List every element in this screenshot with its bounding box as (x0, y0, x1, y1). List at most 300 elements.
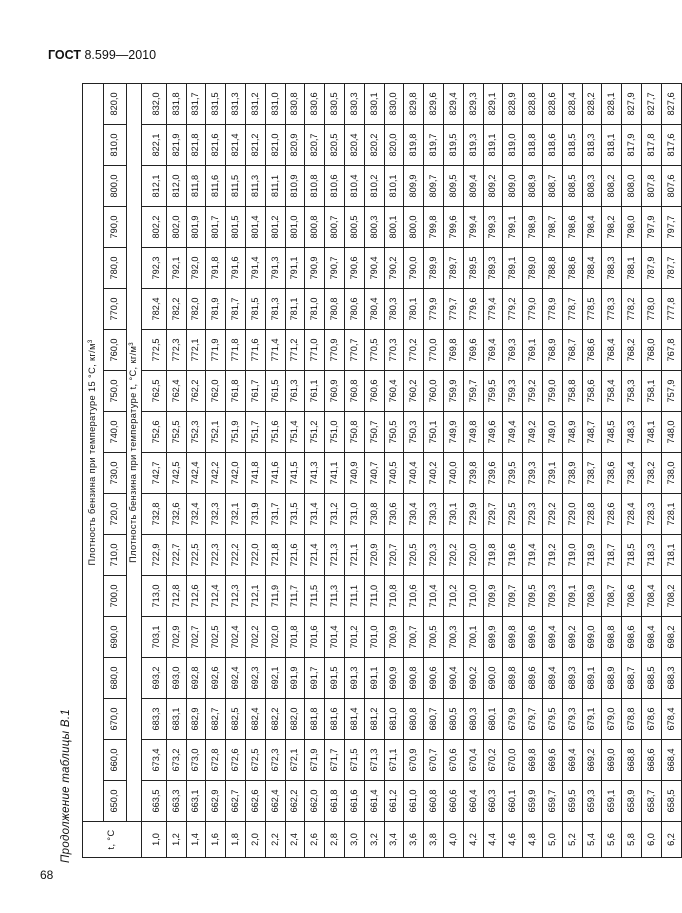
density-cell: 780,6 (344, 289, 364, 330)
density-cell: 778,9 (542, 289, 562, 330)
density-cell: 740,5 (384, 453, 404, 494)
density-cell: 680,1 (483, 699, 503, 740)
density-cell: 721,4 (305, 535, 325, 576)
density-cell: 689,3 (562, 658, 582, 699)
density-cell: 718,5 (622, 535, 642, 576)
density-cell: 822,1 (142, 125, 167, 166)
table-row (562, 83, 582, 857)
density-cell: 782,0 (186, 289, 206, 330)
density-cell: 673,2 (166, 740, 186, 781)
density-cell: 688,7 (622, 658, 642, 699)
density-cell: 760,2 (404, 371, 424, 412)
table-header-row-upper (83, 83, 104, 857)
density-cell: 690,2 (463, 658, 483, 699)
density-cell: 663,5 (142, 781, 167, 822)
density-cell: 749,9 (443, 412, 463, 453)
density-cell: 807,6 (661, 166, 681, 207)
density-cell: 751,9 (226, 412, 246, 453)
density-cell: 740,7 (364, 453, 384, 494)
density-cell: 770,3 (384, 330, 404, 371)
density-cell: 720,3 (424, 535, 444, 576)
table-row (483, 83, 503, 857)
temperature-column-header: t, °С (83, 822, 142, 858)
density-cell: 731,9 (245, 494, 265, 535)
density-cell: 797,9 (641, 207, 661, 248)
density-cell: 811,3 (245, 166, 265, 207)
density-cell: 700,3 (443, 617, 463, 658)
density-cell: 817,6 (661, 125, 681, 166)
density-cell: 781,5 (245, 289, 265, 330)
density-cell: 712,8 (166, 576, 186, 617)
density-cell: 670,7 (424, 740, 444, 781)
density-cell: 760,4 (384, 371, 404, 412)
density-cell: 778,5 (582, 289, 602, 330)
density-cell: 760,8 (344, 371, 364, 412)
density-cell: 730,8 (364, 494, 384, 535)
table-row (325, 83, 345, 857)
density-cell: 752,6 (142, 412, 167, 453)
density-cell: 688,3 (661, 658, 681, 699)
density-cell: 789,3 (483, 248, 503, 289)
density-cell: 700,9 (384, 617, 404, 658)
density-cell: 781,0 (305, 289, 325, 330)
density-cell: 828,4 (562, 83, 582, 124)
density-cell: 762,5 (142, 371, 167, 412)
density-cell: 762,0 (206, 371, 226, 412)
density-cell: 702,4 (226, 617, 246, 658)
density-cell: 790,6 (344, 248, 364, 289)
density-cell: 689,8 (503, 658, 523, 699)
density-cell: 760,6 (364, 371, 384, 412)
density-cell: 728,3 (641, 494, 661, 535)
density-cell: 771,6 (245, 330, 265, 371)
density-cell: 772,3 (166, 330, 186, 371)
density-cell: 709,3 (542, 576, 562, 617)
density-cell: 721,6 (285, 535, 305, 576)
density-cell: 781,9 (206, 289, 226, 330)
density-t-group-header (127, 83, 142, 821)
density-cell: 810,4 (344, 166, 364, 207)
density-cell: 692,8 (186, 658, 206, 699)
density-cell: 669,2 (582, 740, 602, 781)
density-cell: 731,5 (285, 494, 305, 535)
density-cell: 789,0 (523, 248, 543, 289)
density-cell: 662,4 (265, 781, 285, 822)
temperature-cell: 1,6 (206, 822, 226, 858)
density-cell: 820,2 (364, 125, 384, 166)
density-cell: 791,6 (226, 248, 246, 289)
density-cell: 720,5 (404, 535, 424, 576)
density-cell: 720,0 (463, 535, 483, 576)
density-cell: 699,2 (562, 617, 582, 658)
density-cell: 788,4 (582, 248, 602, 289)
density-cell: 769,4 (483, 330, 503, 371)
table-row (542, 83, 562, 857)
density-cell: 728,8 (582, 494, 602, 535)
density-cell: 802,2 (142, 207, 167, 248)
density-cell: 729,5 (503, 494, 523, 535)
density-cell: 713,0 (142, 576, 167, 617)
density-cell: 682,9 (186, 699, 206, 740)
density-cell: 791,3 (265, 248, 285, 289)
density-cell: 709,7 (503, 576, 523, 617)
density-cell: 829,3 (463, 83, 483, 124)
density-columns-row (104, 83, 127, 857)
density-cell: 789,7 (443, 248, 463, 289)
density-cell: 831,5 (206, 83, 226, 124)
density-cell: 768,7 (562, 330, 582, 371)
density-cell: 831,0 (265, 83, 285, 124)
density-cell: 728,6 (602, 494, 622, 535)
density-cell: 720,7 (384, 535, 404, 576)
density-cell: 690,4 (443, 658, 463, 699)
density-cell: 742,7 (142, 453, 167, 494)
density-cell: 830,6 (305, 83, 325, 124)
density-cell: 718,7 (602, 535, 622, 576)
density-cell: 661,2 (384, 781, 404, 822)
density-cell: 828,1 (602, 83, 622, 124)
density-cell: 780,4 (364, 289, 384, 330)
density-cell: 750,3 (404, 412, 424, 453)
density-cell: 812,1 (142, 166, 167, 207)
table-row (364, 83, 384, 857)
table-row (186, 83, 206, 857)
density-cell: 807,8 (641, 166, 661, 207)
density-cell: 759,9 (443, 371, 463, 412)
density-cell: 801,5 (226, 207, 246, 248)
density-cell: 731,4 (305, 494, 325, 535)
density-cell: 741,3 (305, 453, 325, 494)
density-cell: 771,2 (285, 330, 305, 371)
density-cell: 808,9 (523, 166, 543, 207)
density-cell: 827,9 (622, 83, 642, 124)
temperature-cell: 4,8 (523, 822, 543, 858)
density-cell: 721,1 (344, 535, 364, 576)
density-cell: 698,4 (641, 617, 661, 658)
density-cell: 799,4 (463, 207, 483, 248)
density-cell: 738,7 (582, 453, 602, 494)
density-cell: 749,6 (483, 412, 503, 453)
density-cell: 729,7 (483, 494, 503, 535)
density-cell: 767,8 (661, 330, 681, 371)
density-cell: 689,1 (582, 658, 602, 699)
density-cell: 810,2 (364, 166, 384, 207)
density-cell: 830,1 (364, 83, 384, 124)
density-cell: 738,9 (562, 453, 582, 494)
density-cell: 662,6 (245, 781, 265, 822)
density-cell: 750,7 (364, 412, 384, 453)
density-cell: 771,4 (265, 330, 285, 371)
density-cell: 671,3 (364, 740, 384, 781)
density-cell: 692,4 (226, 658, 246, 699)
density-cell: 791,4 (245, 248, 265, 289)
density-cell: 741,1 (325, 453, 345, 494)
density-cell: 800,7 (325, 207, 345, 248)
density-cell: 828,2 (582, 83, 602, 124)
density-cell: 791,1 (285, 248, 305, 289)
density-cell: 691,3 (344, 658, 364, 699)
density-cell: 758,3 (622, 371, 642, 412)
density-cell: 830,3 (344, 83, 364, 124)
density-cell: 721,8 (265, 535, 285, 576)
density-cell: 752,3 (186, 412, 206, 453)
density-cell: 692,3 (245, 658, 265, 699)
density-cell: 820,9 (285, 125, 305, 166)
density-cell: 760,9 (325, 371, 345, 412)
density-cell: 742,2 (206, 453, 226, 494)
density-cell: 668,4 (661, 740, 681, 781)
density-cell: 681,2 (364, 699, 384, 740)
density-cell: 661,8 (325, 781, 345, 822)
density-cell: 771,0 (305, 330, 325, 371)
density-cell: 808,3 (582, 166, 602, 207)
density-cell: 761,8 (226, 371, 246, 412)
density-15-group-header (83, 83, 104, 821)
density-cell: 819,5 (443, 125, 463, 166)
density-cell: 802,0 (166, 207, 186, 248)
density-cell: 758,1 (641, 371, 661, 412)
density-cell: 750,1 (424, 412, 444, 453)
density-cell: 818,6 (542, 125, 562, 166)
temperature-cell: 5,0 (542, 822, 562, 858)
density-cell: 801,0 (285, 207, 305, 248)
density-cell: 788,3 (602, 248, 622, 289)
density-cell: 680,8 (404, 699, 424, 740)
density-cell: 708,2 (661, 576, 681, 617)
density-cell: 741,6 (265, 453, 285, 494)
density-cell: 663,1 (186, 781, 206, 822)
density-cell: 752,5 (166, 412, 186, 453)
density-cell: 748,5 (602, 412, 622, 453)
density-cell: 829,4 (443, 83, 463, 124)
density-cell: 702,9 (166, 617, 186, 658)
density-cell: 739,5 (503, 453, 523, 494)
density-cell: 731,2 (325, 494, 345, 535)
table-row (503, 83, 523, 857)
density-cell: 759,0 (542, 371, 562, 412)
density-cell: 679,7 (523, 699, 543, 740)
density-cell: 820,5 (325, 125, 345, 166)
temperature-cell: 5,4 (582, 822, 602, 858)
density-cell: 709,9 (483, 576, 503, 617)
density-cell: 720,2 (443, 535, 463, 576)
density-cell: 808,5 (562, 166, 582, 207)
density-cell: 701,0 (364, 617, 384, 658)
temperature-cell: 5,8 (622, 822, 642, 858)
density-cell: 781,1 (285, 289, 305, 330)
density-cell: 690,0 (483, 658, 503, 699)
temperature-cell: 4,0 (443, 822, 463, 858)
table-row (424, 83, 444, 857)
density-cell: 821,0 (265, 125, 285, 166)
density-cell: 798,0 (622, 207, 642, 248)
density-cell: 678,6 (641, 699, 661, 740)
density-cell: 679,1 (582, 699, 602, 740)
density-cell: 799,6 (443, 207, 463, 248)
density-cell: 680,5 (443, 699, 463, 740)
density-cell: 759,7 (463, 371, 483, 412)
density-cell: 708,6 (622, 576, 642, 617)
table-body (142, 83, 682, 857)
density-cell: 821,8 (186, 125, 206, 166)
table-row (344, 83, 364, 857)
density-cell: 789,1 (503, 248, 523, 289)
density-cell: 788,1 (622, 248, 642, 289)
density-cell: 800,5 (344, 207, 364, 248)
density-cell: 759,2 (523, 371, 543, 412)
density-cell: 670,9 (404, 740, 424, 781)
density-cell: 679,5 (542, 699, 562, 740)
density-cell: 680,7 (424, 699, 444, 740)
density-cell: 710,0 (463, 576, 483, 617)
density-cell: 691,5 (325, 658, 345, 699)
temperature-cell: 2,0 (245, 822, 265, 858)
density-cell: 660,3 (483, 781, 503, 822)
density-cell: 751,6 (265, 412, 285, 453)
density-cell: 682,5 (226, 699, 246, 740)
density-cell: 669,4 (562, 740, 582, 781)
standard-number: 8.599—2010 (84, 48, 157, 62)
density-cell: 770,5 (364, 330, 384, 371)
density-cell: 679,0 (602, 699, 622, 740)
density-cell: 682,2 (265, 699, 285, 740)
density-cell: 792,3 (142, 248, 167, 289)
density-cell: 809,0 (503, 166, 523, 207)
temperature-cell: 5,6 (602, 822, 622, 858)
density-cell: 730,1 (443, 494, 463, 535)
density-cell: 810,6 (325, 166, 345, 207)
density-cell: 781,7 (226, 289, 246, 330)
table-row (523, 83, 543, 857)
density-cell: 670,2 (483, 740, 503, 781)
density-cell: 670,0 (503, 740, 523, 781)
density-cell: 811,1 (265, 166, 285, 207)
density-cell: 788,6 (562, 248, 582, 289)
density-cell: 711,3 (325, 576, 345, 617)
density-cell: 661,4 (364, 781, 384, 822)
density-cell: 829,6 (424, 83, 444, 124)
density-cell: 800,1 (384, 207, 404, 248)
density-cell: 668,6 (641, 740, 661, 781)
density-cell: 662,2 (285, 781, 305, 822)
density-cell: 812,0 (166, 166, 186, 207)
density-cell: 672,6 (226, 740, 246, 781)
density-cell: 663,3 (166, 781, 186, 822)
table-row (305, 83, 325, 857)
density-cell: 800,8 (305, 207, 325, 248)
density-cell: 701,8 (285, 617, 305, 658)
density-cell: 671,1 (384, 740, 404, 781)
density-cell: 739,6 (483, 453, 503, 494)
density-cell: 817,9 (622, 125, 642, 166)
density-cell: 818,3 (582, 125, 602, 166)
density-column-header: 800,0 (104, 166, 127, 207)
density-cell: 692,6 (206, 658, 226, 699)
density-cell: 703,1 (142, 617, 167, 658)
unit-exponent: 3 (129, 341, 136, 346)
density-cell: 683,1 (166, 699, 186, 740)
table-row (384, 83, 404, 857)
density-column-header: 790,0 (104, 207, 127, 248)
temperature-cell: 2,8 (325, 822, 345, 858)
density-cell: 732,4 (186, 494, 206, 535)
table-row (582, 83, 602, 857)
density-cell: 768,2 (622, 330, 642, 371)
density-cell: 702,7 (186, 617, 206, 658)
density-cell: 762,2 (186, 371, 206, 412)
density-cell: 693,2 (142, 658, 167, 699)
density-cell: 779,6 (463, 289, 483, 330)
density-cell: 761,1 (305, 371, 325, 412)
temperature-cell: 3,2 (364, 822, 384, 858)
density-cell: 699,0 (582, 617, 602, 658)
density-cell: 672,3 (265, 740, 285, 781)
density-cell: 778,2 (622, 289, 642, 330)
density-cell: 722,9 (142, 535, 167, 576)
density-cell: 810,9 (285, 166, 305, 207)
density-cell: 789,9 (424, 248, 444, 289)
density-cell: 692,1 (265, 658, 285, 699)
density-cell: 801,7 (206, 207, 226, 248)
table-row (463, 83, 483, 857)
density-cell: 689,4 (542, 658, 562, 699)
density-cell: 670,4 (463, 740, 483, 781)
density-cell: 738,4 (622, 453, 642, 494)
density-cell: 829,1 (483, 83, 503, 124)
density-cell: 771,9 (206, 330, 226, 371)
density-cell: 712,6 (186, 576, 206, 617)
density-cell: 811,8 (186, 166, 206, 207)
density-cell: 819,1 (483, 125, 503, 166)
density-cell: 719,8 (483, 535, 503, 576)
density-cell: 818,5 (562, 125, 582, 166)
density-cell: 780,1 (404, 289, 424, 330)
density-cell: 691,7 (305, 658, 325, 699)
density-cell: 669,0 (602, 740, 622, 781)
density-cell: 790,4 (364, 248, 384, 289)
density-cell: 819,3 (463, 125, 483, 166)
density-cell: 702,2 (245, 617, 265, 658)
page-number: 68 (40, 868, 54, 882)
density-cell: 711,1 (344, 576, 364, 617)
density-cell: 778,3 (602, 289, 622, 330)
density-cell: 798,2 (602, 207, 622, 248)
density-cell: 740,4 (404, 453, 424, 494)
density-cell: 779,7 (443, 289, 463, 330)
density-cell: 659,9 (523, 781, 543, 822)
density-cell: 730,3 (424, 494, 444, 535)
density-cell: 768,0 (641, 330, 661, 371)
density-cell: 828,6 (542, 83, 562, 124)
density-cell: 769,3 (503, 330, 523, 371)
temperature-cell: 2,2 (265, 822, 285, 858)
unit-exponent: 3 (88, 339, 95, 344)
density-cell: 781,3 (265, 289, 285, 330)
density-cell: 758,6 (582, 371, 602, 412)
density-column-header: 730,0 (104, 453, 127, 494)
density-cell: 828,9 (503, 83, 523, 124)
density-cell: 811,5 (226, 166, 246, 207)
temperature-cell: 4,6 (503, 822, 523, 858)
density-cell: 662,0 (305, 781, 325, 822)
density-cell: 780,8 (325, 289, 345, 330)
density-cell: 689,6 (523, 658, 543, 699)
density-cell: 740,9 (344, 453, 364, 494)
density-cell: 790,9 (305, 248, 325, 289)
density-cell: 711,9 (265, 576, 285, 617)
density-cell: 809,9 (404, 166, 424, 207)
temperature-cell: 1,8 (226, 822, 246, 858)
